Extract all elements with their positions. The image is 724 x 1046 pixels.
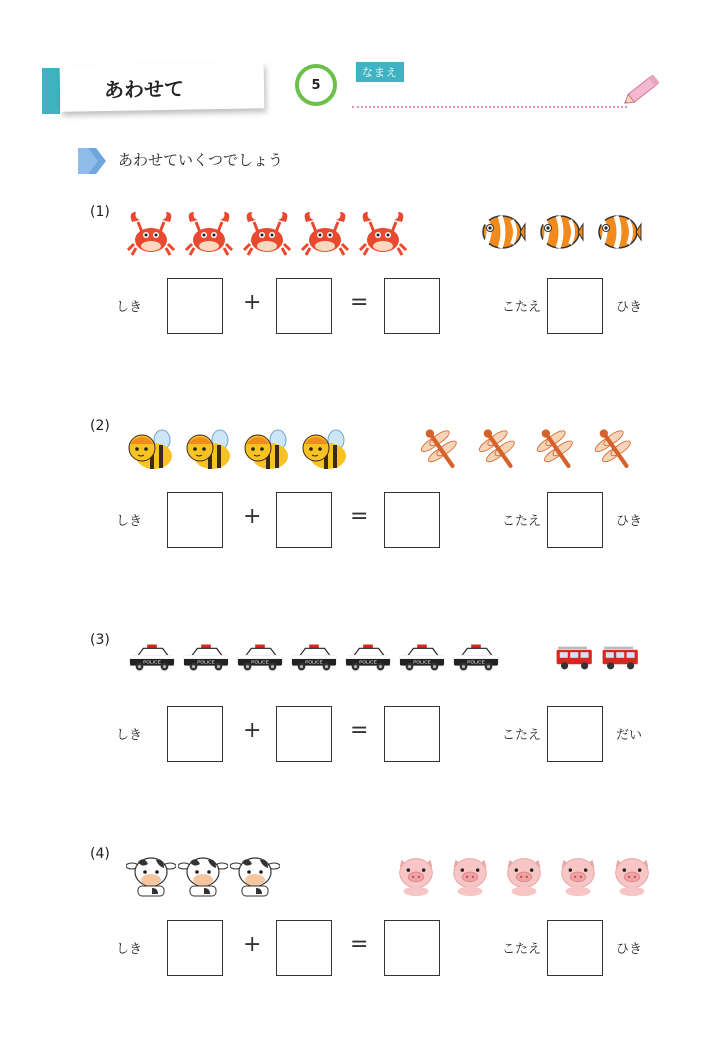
- pig-icon: [446, 850, 494, 898]
- plus-sign: +: [243, 290, 262, 315]
- answer-box-addend-1[interactable]: [167, 920, 223, 976]
- problem-number: (2): [90, 418, 110, 434]
- pig-icon: [500, 850, 548, 898]
- equals-sign: =: [350, 932, 369, 957]
- bee-icon: [184, 424, 234, 474]
- answer-box-sum[interactable]: [384, 492, 440, 548]
- dragonfly-icon: [472, 422, 524, 474]
- crab-icon: [242, 208, 292, 258]
- problem-1: [0, 204, 724, 404]
- answer-box-kotae[interactable]: [547, 278, 603, 334]
- equals-sign: =: [350, 718, 369, 743]
- police-car-icon: [398, 642, 446, 672]
- problem-3: [0, 632, 724, 832]
- answer-box-sum[interactable]: [384, 706, 440, 762]
- pencil-icon: [618, 66, 668, 112]
- clownfish-icon: [592, 206, 642, 256]
- cow-icon: [230, 850, 280, 900]
- crab-icon: [358, 208, 408, 258]
- problem-1-left-picture: [126, 208, 416, 258]
- answer-box-addend-1[interactable]: [167, 278, 223, 334]
- cow-icon: [126, 850, 176, 900]
- police-car-icon: [290, 642, 338, 672]
- problem-4: [0, 846, 724, 1046]
- problem-number: (1): [90, 204, 110, 220]
- kotae-label: こたえ: [502, 942, 542, 957]
- plus-sign: +: [243, 932, 262, 957]
- shiki-label: しき: [116, 300, 143, 315]
- shiki-label: しき: [116, 514, 143, 529]
- kotae-label: こたえ: [502, 514, 542, 529]
- police-car-icon: [344, 642, 392, 672]
- problem-3-left-picture: [128, 642, 506, 672]
- unit-label: ひき: [616, 514, 643, 529]
- title-paper: [60, 62, 265, 112]
- plus-sign: +: [243, 504, 262, 529]
- dragonfly-icon: [530, 422, 582, 474]
- crab-icon: [300, 208, 350, 258]
- name-label: なまえ: [356, 62, 404, 82]
- unit-label: だい: [616, 728, 643, 743]
- answer-box-kotae[interactable]: [547, 492, 603, 548]
- kotae-label: こたえ: [502, 728, 542, 743]
- answer-box-sum[interactable]: [384, 278, 440, 334]
- title-tab: [42, 64, 268, 116]
- crab-icon: [184, 208, 234, 258]
- shiki-label: しき: [116, 942, 143, 957]
- equation-row: [0, 920, 724, 976]
- answer-box-kotae[interactable]: [547, 920, 603, 976]
- dragonfly-icon: [588, 422, 640, 474]
- bee-icon: [300, 424, 350, 474]
- equation-row: [0, 492, 724, 548]
- problem-2-right-picture: [414, 422, 646, 474]
- crab-icon: [126, 208, 176, 258]
- police-car-icon: [452, 642, 500, 672]
- title-tab-accent: [42, 68, 60, 114]
- equation-row: [0, 706, 724, 762]
- problem-3-right-picture: [555, 640, 647, 674]
- equals-sign: =: [350, 504, 369, 529]
- fire-truck-icon: [601, 640, 641, 674]
- answer-box-addend-2[interactable]: [276, 278, 332, 334]
- problem-2: [0, 418, 724, 618]
- clownfish-icon: [476, 206, 526, 256]
- pig-icon: [392, 850, 440, 898]
- police-car-icon: [182, 642, 230, 672]
- name-write-line[interactable]: [352, 106, 627, 108]
- equals-sign: =: [350, 290, 369, 315]
- kotae-label: こたえ: [502, 300, 542, 315]
- pig-icon: [608, 850, 656, 898]
- bee-icon: [242, 424, 292, 474]
- police-car-icon: [128, 642, 176, 672]
- bee-icon: [126, 424, 176, 474]
- arrow-tab-icon: [78, 148, 106, 174]
- dragonfly-icon: [414, 422, 466, 474]
- problem-1-right-picture: [476, 206, 650, 256]
- problem-4-right-picture: [392, 850, 662, 898]
- sheet-number-badge: 5: [295, 64, 337, 106]
- instruction-text: あわせていくつでしょう: [118, 151, 284, 169]
- problem-number: (4): [90, 846, 110, 862]
- unit-label: ひき: [616, 942, 643, 957]
- problem-4-left-picture: [126, 850, 282, 900]
- cow-icon: [178, 850, 228, 900]
- problem-number: (3): [90, 632, 110, 648]
- answer-box-kotae[interactable]: [547, 706, 603, 762]
- page-title: あわせて: [103, 76, 185, 103]
- answer-box-sum[interactable]: [384, 920, 440, 976]
- equation-row: [0, 278, 724, 334]
- shiki-label: しき: [116, 728, 143, 743]
- pig-icon: [554, 850, 602, 898]
- clownfish-icon: [534, 206, 584, 256]
- answer-box-addend-2[interactable]: [276, 492, 332, 548]
- unit-label: ひき: [616, 300, 643, 315]
- answer-box-addend-2[interactable]: [276, 706, 332, 762]
- plus-sign: +: [243, 718, 262, 743]
- answer-box-addend-1[interactable]: [167, 706, 223, 762]
- problem-2-left-picture: [126, 424, 358, 474]
- answer-box-addend-2[interactable]: [276, 920, 332, 976]
- fire-truck-icon: [555, 640, 595, 674]
- police-car-icon: [236, 642, 284, 672]
- answer-box-addend-1[interactable]: [167, 492, 223, 548]
